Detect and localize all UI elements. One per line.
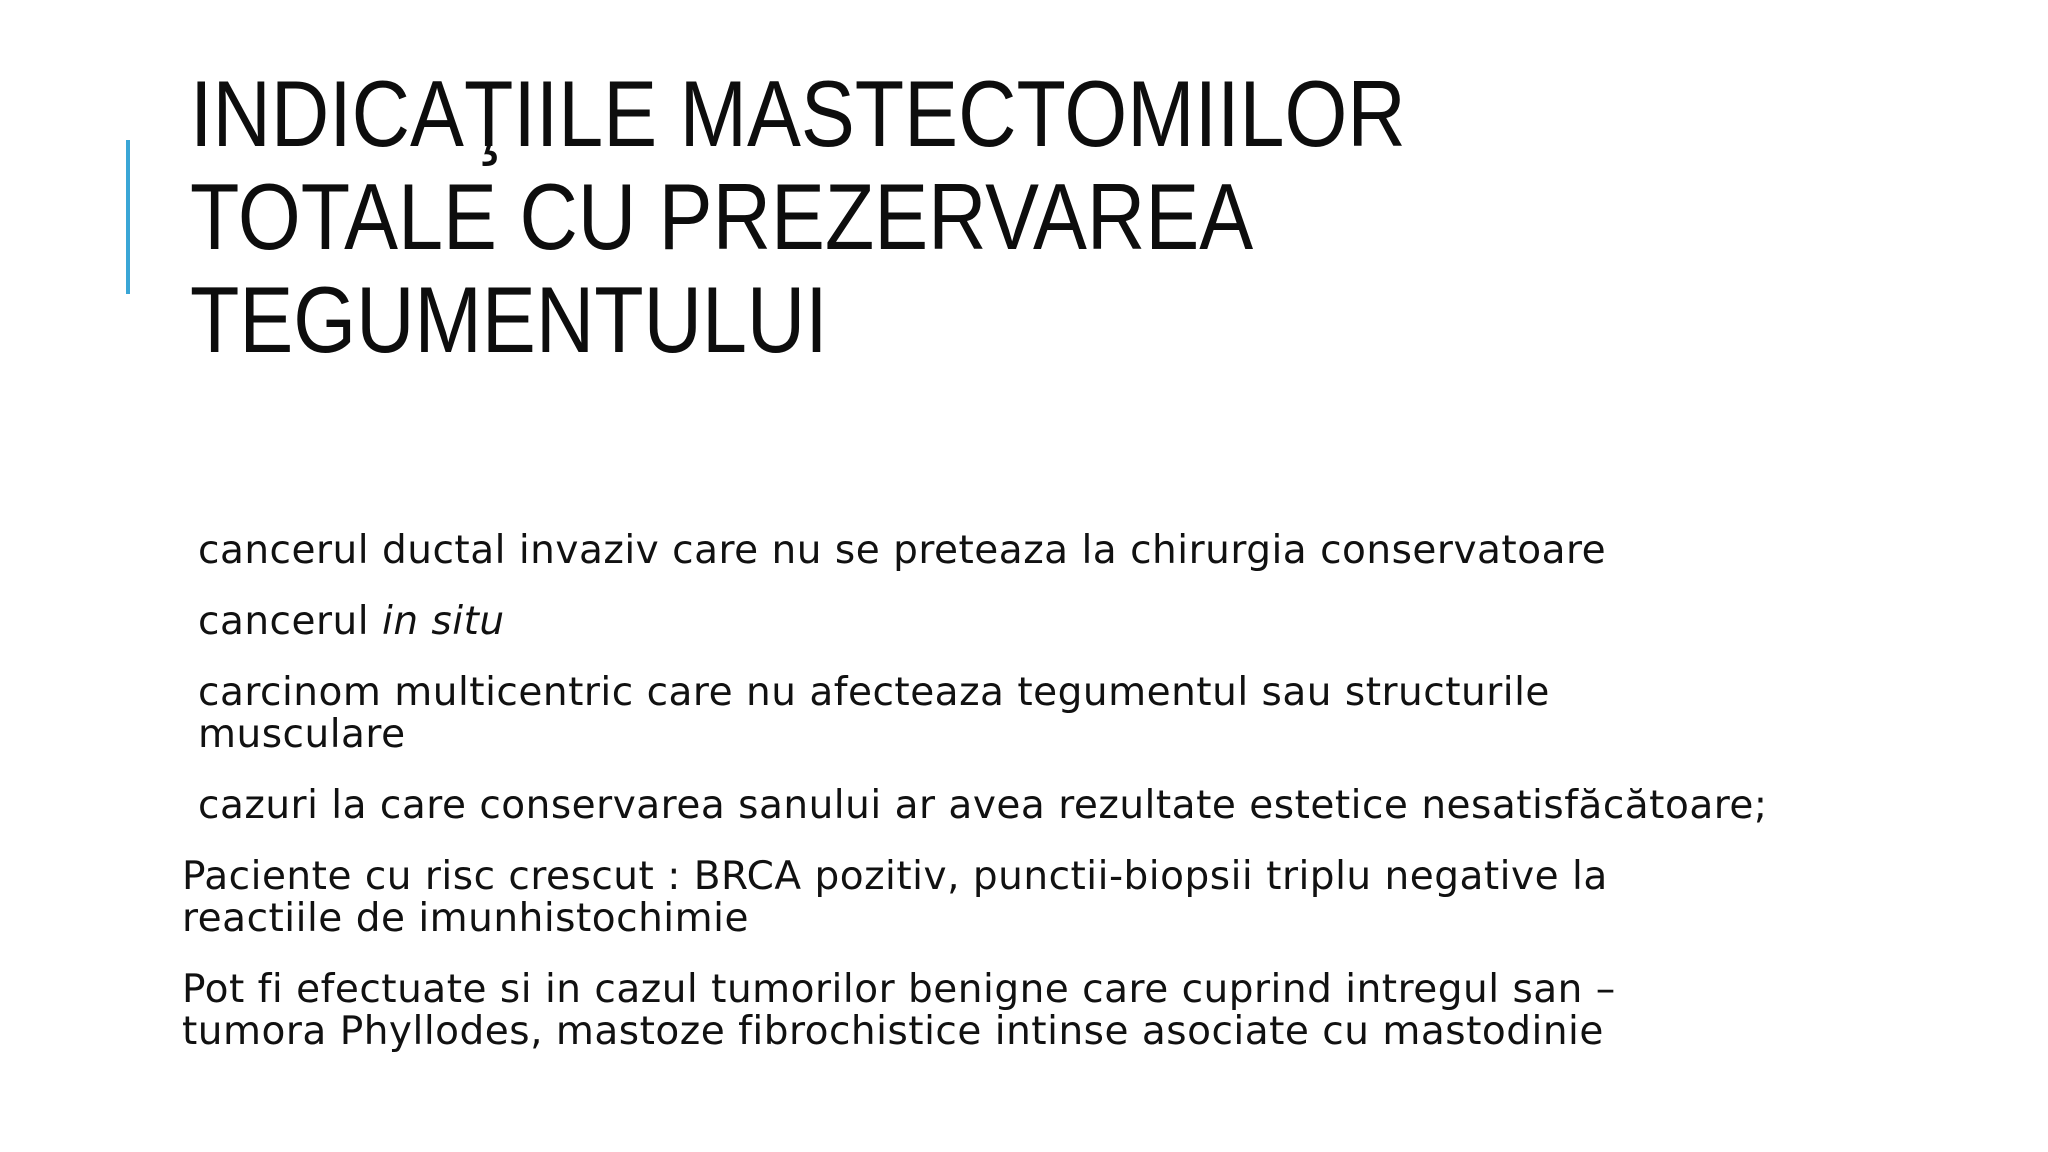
title-line-2: TOTALE CU PREZERVAREA	[190, 164, 1254, 269]
paragraph-line: cazuri la care conservarea sanului ar avea rezultate estetice nesatisfăcătoare;	[198, 783, 1768, 828]
paragraph-line: reactiile de imunhistochimie	[182, 896, 749, 941]
paragraph-text-normal: cancerul	[198, 599, 382, 644]
paragraph-text-italic: in situ	[381, 599, 505, 644]
paragraph-in-situ	[198, 601, 505, 643]
paragraph-high-risk	[182, 856, 1608, 940]
paragraph-ductal-invasive	[198, 530, 1606, 572]
paragraph-line: Paciente cu risc crescut : BRCA pozitiv, punctii-biopsii triplu negative la	[182, 854, 1608, 899]
paragraph-line: carcinom multicentric care nu afecteaza tegumentul sau structurile	[198, 670, 1550, 715]
title-line-3: TEGUMENTULUI	[190, 267, 828, 372]
paragraph-multicentric	[198, 672, 1550, 756]
paragraph-aesthetic	[198, 785, 1768, 827]
paragraph-line: cancerul ductal invaziv care nu se preteaza la chirurgia conservatoare	[198, 528, 1607, 573]
paragraph-benign-tumors	[182, 969, 1616, 1053]
paragraph-line: musculare	[198, 712, 406, 757]
paragraph-line: Pot fi efectuate si in cazul tumorilor benigne care cuprind intregul san –	[182, 967, 1616, 1012]
paragraph-line: tumora Phyllodes, mastoze fibrochistice intinse asociate cu mastodinie	[182, 1009, 1604, 1054]
title-line-1: INDICAŢIILE MASTECTOMIILOR	[190, 61, 1406, 166]
